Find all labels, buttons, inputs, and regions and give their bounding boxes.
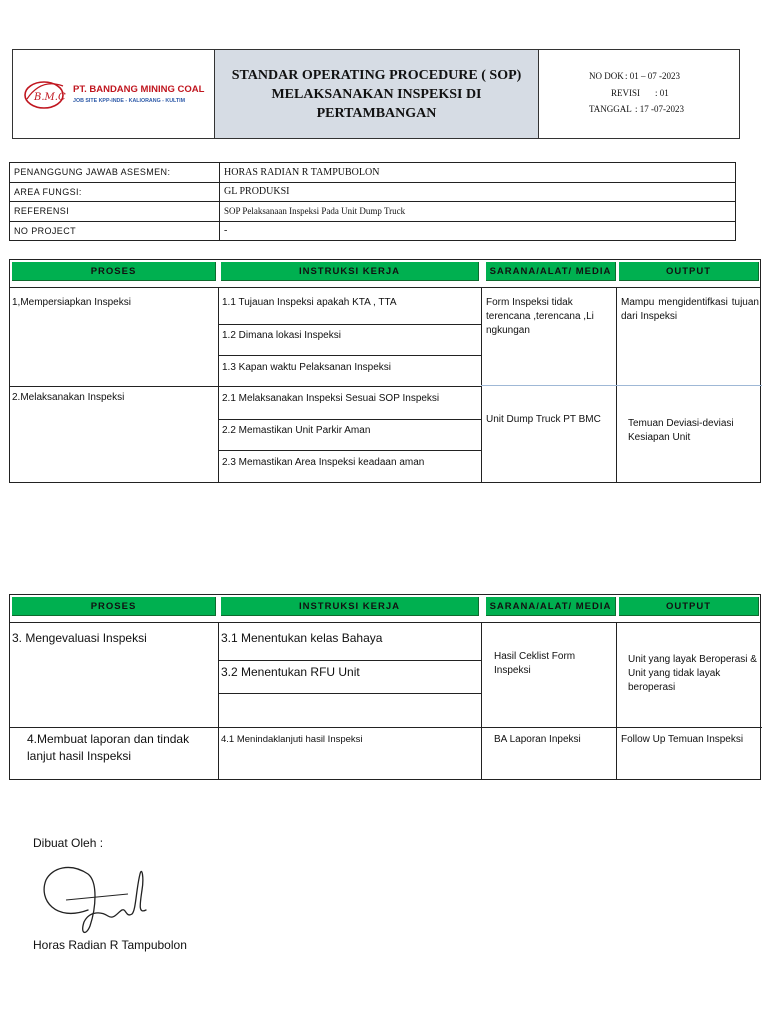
grid-line — [10, 727, 762, 728]
sarana-cell: BA Laporan Inpeksi — [494, 734, 581, 745]
meta-key-nodok: NO DOK — [589, 71, 624, 81]
logo-mark: B.M.C — [34, 92, 66, 103]
company-logo-block — [13, 50, 215, 138]
header-instruksi: INSTRUKSI KERJA — [221, 262, 479, 281]
header-proses: PROSES — [12, 597, 216, 616]
process-table-header — [10, 595, 760, 623]
title-line-3: PERTAMBANGAN — [316, 105, 437, 121]
meta-key-revisi: REVISI — [611, 87, 640, 98]
document-header — [12, 49, 740, 139]
sarana-cell: Form Inspeksi tidak terencana ,terencana ,Li ngkungan — [486, 297, 594, 336]
grid-line — [218, 660, 481, 661]
info-row — [10, 182, 736, 202]
title-line-1: STANDAR OPERATING PROCEDURE ( SOP) — [231, 67, 522, 83]
instruksi-cell: 3.1 Menentukan kelas Bahaya — [221, 631, 383, 645]
process-table-1 — [9, 259, 761, 483]
grid-line — [218, 623, 219, 779]
meta-value-revisi: : 01 — [655, 87, 669, 98]
header-sarana: SARANA/ALAT/ MEDIA — [486, 597, 616, 616]
signature-label: Dibuat Oleh : — [33, 836, 104, 850]
proses-cell: 2.Melaksanakan Inspeksi — [12, 392, 125, 403]
info-key: NO PROJECT — [10, 221, 220, 241]
grid-line — [218, 324, 481, 325]
grid-line — [218, 693, 481, 694]
document-title — [215, 50, 539, 138]
handwritten-signature-icon — [36, 860, 156, 940]
grid-line — [481, 623, 482, 779]
info-key: PENANGGUNG JAWAB ASESMEN: — [10, 163, 220, 183]
document-meta — [539, 50, 739, 138]
info-key: AREA FUNGSI: — [10, 182, 220, 202]
meta-value-nodok: : 01 – 07 -2023 — [625, 71, 680, 81]
output-cell: Mampu mengidentifkasi tujuan dari Inspeksi — [621, 297, 759, 322]
info-value: HORAS RADIAN R TAMPUBOLON — [220, 163, 736, 183]
output-cell: Follow Up Temuan Inspeksi — [621, 734, 744, 745]
grid-line — [218, 288, 219, 482]
header-proses: PROSES — [12, 262, 216, 281]
process-table-header — [10, 260, 760, 288]
grid-line — [616, 623, 617, 779]
instruksi-cell: 2.3 Memastikan Area Inspeksi keadaan aman — [222, 457, 425, 468]
output-cell: Unit yang layak Beroperasi & Unit yang tidak layak beroperasi — [628, 654, 757, 693]
instruksi-cell: 2.1 Melaksanakan Inspeksi Sesuai SOP Inspeksi — [222, 393, 440, 404]
info-value: SOP Pelaksanaan Inspeksi Pada Unit Dump Truck — [220, 202, 736, 222]
grid-line — [218, 386, 481, 387]
info-value: GL PRODUKSI — [220, 182, 736, 202]
company-name: PT. BANDANG MINING COAL — [73, 84, 205, 95]
signer-name: Horas Radian R Tampubolon — [33, 938, 187, 952]
info-table — [9, 162, 736, 241]
grid-line — [218, 450, 481, 451]
instruksi-cell: 1.2 Dimana lokasi Inspeksi — [222, 330, 341, 341]
grid-line — [481, 385, 762, 386]
output-cell: Temuan Deviasi-deviasi Kesiapan Unit — [628, 418, 734, 443]
info-value: - — [220, 221, 736, 241]
instruksi-cell: 1.3 Kapan waktu Pelaksanan Inspeksi — [222, 362, 391, 373]
company-logo-icon — [21, 76, 67, 112]
instruksi-cell: 2.2 Memastikan Unit Parkir Aman — [222, 425, 371, 436]
header-instruksi: INSTRUKSI KERJA — [221, 597, 479, 616]
meta-value-tanggal: : 17 -07-2023 — [635, 104, 684, 114]
sarana-cell: Unit Dump Truck PT BMC — [486, 414, 601, 425]
instruksi-cell: 3.2 Menentukan RFU Unit — [221, 665, 360, 679]
meta-key-tanggal: TANGGAL — [589, 104, 632, 114]
header-output: OUTPUT — [619, 262, 759, 281]
title-line-2: MELAKSANAKAN INSPEKSI DI — [271, 86, 482, 102]
instruksi-cell: 1.1 Tujauan Inspeksi apakah KTA , TTA — [222, 297, 397, 308]
sarana-cell: Hasil Ceklist Form Inspeksi — [494, 651, 576, 676]
header-output: OUTPUT — [619, 597, 759, 616]
process-table-2 — [9, 594, 761, 780]
proses-cell: 4.Membuat laporan dan tindak lanjut hasil Inspeksi — [27, 732, 190, 763]
proses-cell: 3. Mengevaluasi Inspeksi — [12, 631, 147, 645]
info-key: REFERENSI — [10, 202, 220, 222]
proses-cell: 1,Mempersiapkan Inspeksi — [12, 297, 131, 308]
grid-line — [218, 355, 481, 356]
info-row — [10, 202, 736, 222]
header-sarana: SARANA/ALAT/ MEDIA — [486, 262, 616, 281]
grid-line — [218, 419, 481, 420]
company-site: JOB SITE KPP-INDE - KALIORANG - KULTIM — [73, 98, 186, 104]
info-row — [10, 163, 736, 183]
instruksi-cell: 4.1 Menindaklanjuti hasil Inspeksi — [221, 734, 363, 745]
info-row — [10, 221, 736, 241]
grid-line — [10, 386, 218, 387]
